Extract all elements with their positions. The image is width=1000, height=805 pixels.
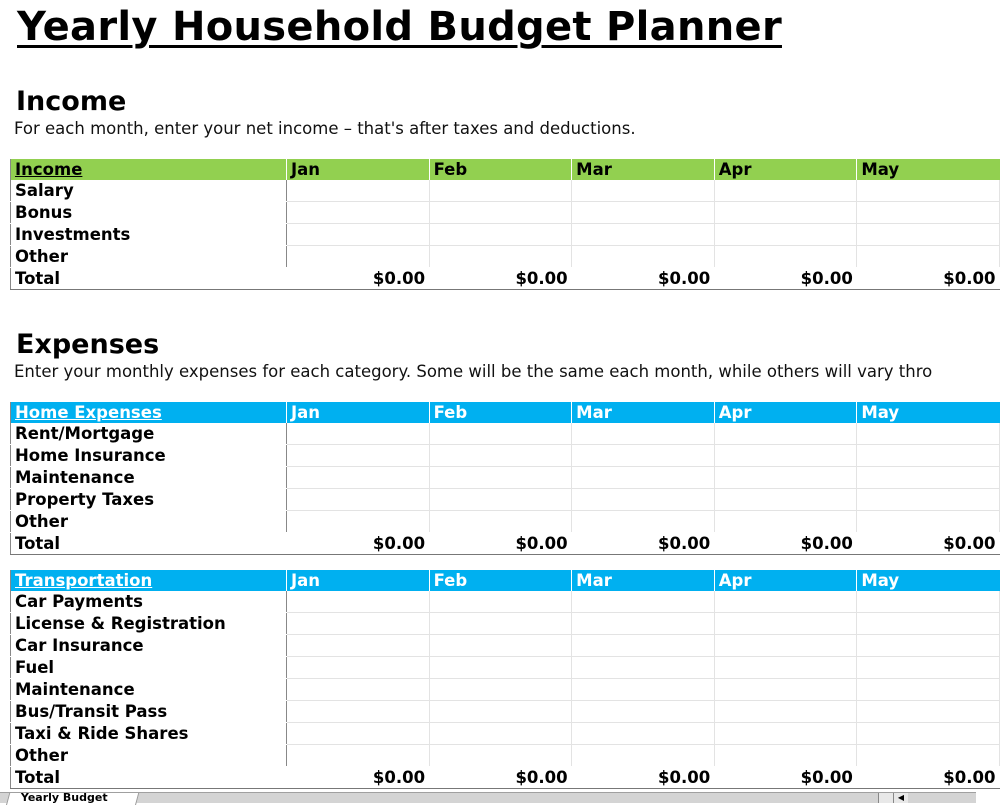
input-cell[interactable] [286, 511, 429, 533]
input-cell[interactable] [857, 679, 1000, 701]
input-cell[interactable] [572, 467, 715, 489]
input-cell[interactable] [286, 635, 429, 657]
input-cell[interactable] [429, 745, 572, 767]
input-cell[interactable] [572, 489, 715, 511]
input-cell[interactable] [286, 423, 429, 445]
row-label[interactable]: Other [11, 246, 287, 268]
page-title: Yearly Household Budget Planner [17, 4, 782, 50]
input-cell[interactable] [857, 591, 1000, 613]
input-cell[interactable] [714, 489, 857, 511]
input-cell[interactable] [857, 511, 1000, 533]
input-cell[interactable] [429, 679, 572, 701]
income-month-mar[interactable]: Mar [572, 159, 715, 180]
input-cell[interactable] [714, 423, 857, 445]
input-cell[interactable] [572, 180, 715, 202]
input-cell[interactable] [286, 723, 429, 745]
total-may[interactable]: $0.00 [857, 533, 1000, 555]
input-cell[interactable] [286, 246, 429, 268]
table-row [11, 423, 1000, 445]
input-cell[interactable] [286, 445, 429, 467]
table-row [11, 489, 1000, 511]
input-cell[interactable] [286, 657, 429, 679]
input-cell[interactable] [429, 467, 572, 489]
table-row [11, 591, 1000, 613]
scroll-left-button[interactable]: ◀ [893, 793, 908, 803]
table-row [11, 701, 1000, 723]
transport-month-feb[interactable]: Feb [429, 570, 572, 591]
total-feb[interactable]: $0.00 [429, 268, 572, 290]
total-apr[interactable]: $0.00 [714, 268, 857, 290]
row-label[interactable]: Maintenance [11, 679, 287, 701]
input-cell[interactable] [572, 701, 715, 723]
transport-month-apr[interactable]: Apr [714, 570, 857, 591]
home-month-mar[interactable]: Mar [572, 402, 715, 423]
home-header-row [11, 402, 1000, 423]
transportation-title[interactable]: Transportation [11, 570, 287, 591]
income-month-may[interactable]: May [857, 159, 1000, 180]
expenses-heading: Expenses [16, 329, 160, 360]
table-row [11, 180, 1000, 202]
row-label[interactable]: Salary [11, 180, 287, 202]
input-cell[interactable] [429, 445, 572, 467]
input-cell[interactable] [429, 202, 572, 224]
scroll-handle[interactable] [878, 793, 893, 803]
transportation-header-row [11, 570, 1000, 591]
input-cell[interactable] [714, 224, 857, 246]
input-cell[interactable] [714, 467, 857, 489]
input-cell[interactable] [429, 423, 572, 445]
row-label[interactable]: Taxi & Ride Shares [11, 723, 287, 745]
input-cell[interactable] [429, 489, 572, 511]
input-cell[interactable] [572, 745, 715, 767]
input-cell[interactable] [714, 445, 857, 467]
input-cell[interactable] [286, 679, 429, 701]
input-cell[interactable] [857, 180, 1000, 202]
total-jan[interactable]: $0.00 [286, 268, 429, 290]
input-cell[interactable] [286, 467, 429, 489]
input-cell[interactable] [572, 423, 715, 445]
table-row [11, 613, 1000, 635]
input-cell[interactable] [857, 745, 1000, 767]
transport-month-may[interactable]: May [857, 570, 1000, 591]
total-may[interactable]: $0.00 [857, 767, 1000, 789]
expenses-description: Enter your monthly expenses for each category. Some will be the same each month, while others will vary thro [14, 362, 933, 381]
total-jan[interactable]: $0.00 [286, 767, 429, 789]
input-cell[interactable] [714, 723, 857, 745]
input-cell[interactable] [857, 613, 1000, 635]
total-row [11, 533, 1000, 555]
input-cell[interactable] [714, 202, 857, 224]
table-row [11, 723, 1000, 745]
input-cell[interactable] [857, 423, 1000, 445]
total-label[interactable]: Total [11, 533, 287, 555]
income-description: For each month, enter your net income – that's after taxes and deductions. [14, 119, 636, 138]
home-month-apr[interactable]: Apr [714, 402, 857, 423]
input-cell[interactable] [572, 224, 715, 246]
input-cell[interactable] [857, 467, 1000, 489]
input-cell[interactable] [857, 246, 1000, 268]
income-month-apr[interactable]: Apr [714, 159, 857, 180]
table-row [11, 657, 1000, 679]
table-row [11, 745, 1000, 767]
input-cell[interactable] [429, 723, 572, 745]
table-row [11, 202, 1000, 224]
input-cell[interactable] [429, 511, 572, 533]
home-expenses-title[interactable]: Home Expenses [11, 402, 287, 423]
input-cell[interactable] [572, 635, 715, 657]
input-cell[interactable] [572, 445, 715, 467]
input-cell[interactable] [857, 723, 1000, 745]
total-label[interactable]: Total [11, 767, 287, 789]
input-cell[interactable] [572, 246, 715, 268]
input-cell[interactable] [286, 591, 429, 613]
input-cell[interactable] [429, 635, 572, 657]
input-cell[interactable] [286, 224, 429, 246]
total-label[interactable]: Total [11, 268, 287, 290]
input-cell[interactable] [857, 445, 1000, 467]
income-header-row [11, 159, 1000, 180]
input-cell[interactable] [572, 202, 715, 224]
sheet-tab-label: Yearly Budget [20, 791, 108, 804]
income-table-title[interactable]: Income [11, 159, 287, 180]
row-label[interactable]: Car Insurance [11, 635, 287, 657]
total-mar[interactable]: $0.00 [572, 767, 715, 789]
transportation-table [10, 570, 1000, 789]
sheet-tab-bar [0, 792, 976, 803]
row-label[interactable]: Other [11, 745, 287, 767]
input-cell[interactable] [429, 246, 572, 268]
input-cell[interactable] [714, 591, 857, 613]
input-cell[interactable] [572, 679, 715, 701]
home-month-feb[interactable]: Feb [429, 402, 572, 423]
row-label[interactable]: License & Registration [11, 613, 287, 635]
input-cell[interactable] [714, 657, 857, 679]
row-label[interactable]: Investments [11, 224, 287, 246]
input-cell[interactable] [714, 511, 857, 533]
row-label[interactable]: Maintenance [11, 467, 287, 489]
input-cell[interactable] [429, 701, 572, 723]
total-jan[interactable]: $0.00 [286, 533, 429, 555]
row-label[interactable]: Bus/Transit Pass [11, 701, 287, 723]
total-may[interactable]: $0.00 [857, 268, 1000, 290]
input-cell[interactable] [429, 613, 572, 635]
income-month-jan[interactable]: Jan [286, 159, 429, 180]
input-cell[interactable] [857, 635, 1000, 657]
transport-month-mar[interactable]: Mar [572, 570, 715, 591]
input-cell[interactable] [714, 679, 857, 701]
input-cell[interactable] [429, 657, 572, 679]
input-cell[interactable] [286, 180, 429, 202]
income-heading: Income [16, 86, 127, 117]
total-mar[interactable]: $0.00 [572, 533, 715, 555]
row-label[interactable]: Car Payments [11, 591, 287, 613]
input-cell[interactable] [857, 489, 1000, 511]
input-cell[interactable] [857, 657, 1000, 679]
total-apr[interactable]: $0.00 [714, 767, 857, 789]
input-cell[interactable] [857, 224, 1000, 246]
input-cell[interactable] [572, 657, 715, 679]
table-row [11, 224, 1000, 246]
input-cell[interactable] [714, 246, 857, 268]
transport-month-jan[interactable]: Jan [286, 570, 429, 591]
table-row [11, 467, 1000, 489]
total-feb[interactable]: $0.00 [429, 533, 572, 555]
input-cell[interactable] [714, 745, 857, 767]
row-label[interactable]: Rent/Mortgage [11, 423, 287, 445]
input-cell[interactable] [286, 613, 429, 635]
table-row [11, 511, 1000, 533]
input-cell[interactable] [429, 224, 572, 246]
home-month-jan[interactable]: Jan [286, 402, 429, 423]
total-apr[interactable]: $0.00 [714, 533, 857, 555]
row-label[interactable]: Fuel [11, 657, 287, 679]
total-row [11, 268, 1000, 290]
input-cell[interactable] [286, 489, 429, 511]
total-row [11, 767, 1000, 789]
sheet-tab-yearly-budget[interactable] [6, 793, 139, 805]
input-cell[interactable] [286, 701, 429, 723]
input-cell[interactable] [714, 613, 857, 635]
table-row [11, 246, 1000, 268]
input-cell[interactable] [429, 591, 572, 613]
input-cell[interactable] [714, 180, 857, 202]
row-label[interactable]: Other [11, 511, 287, 533]
input-cell[interactable] [572, 511, 715, 533]
total-mar[interactable]: $0.00 [572, 268, 715, 290]
income-table [10, 159, 1000, 290]
row-label[interactable]: Home Insurance [11, 445, 287, 467]
input-cell[interactable] [572, 591, 715, 613]
table-row [11, 445, 1000, 467]
table-row [11, 635, 1000, 657]
input-cell[interactable] [286, 202, 429, 224]
table-row [11, 679, 1000, 701]
total-feb[interactable]: $0.00 [429, 767, 572, 789]
input-cell[interactable] [714, 701, 857, 723]
input-cell[interactable] [572, 723, 715, 745]
row-label[interactable]: Property Taxes [11, 489, 287, 511]
income-month-feb[interactable]: Feb [429, 159, 572, 180]
input-cell[interactable] [572, 613, 715, 635]
input-cell[interactable] [429, 180, 572, 202]
home-month-may[interactable]: May [857, 402, 1000, 423]
input-cell[interactable] [857, 202, 1000, 224]
input-cell[interactable] [714, 635, 857, 657]
home-expenses-table [10, 402, 1000, 555]
row-label[interactable]: Bonus [11, 202, 287, 224]
input-cell[interactable] [857, 701, 1000, 723]
input-cell[interactable] [286, 745, 429, 767]
